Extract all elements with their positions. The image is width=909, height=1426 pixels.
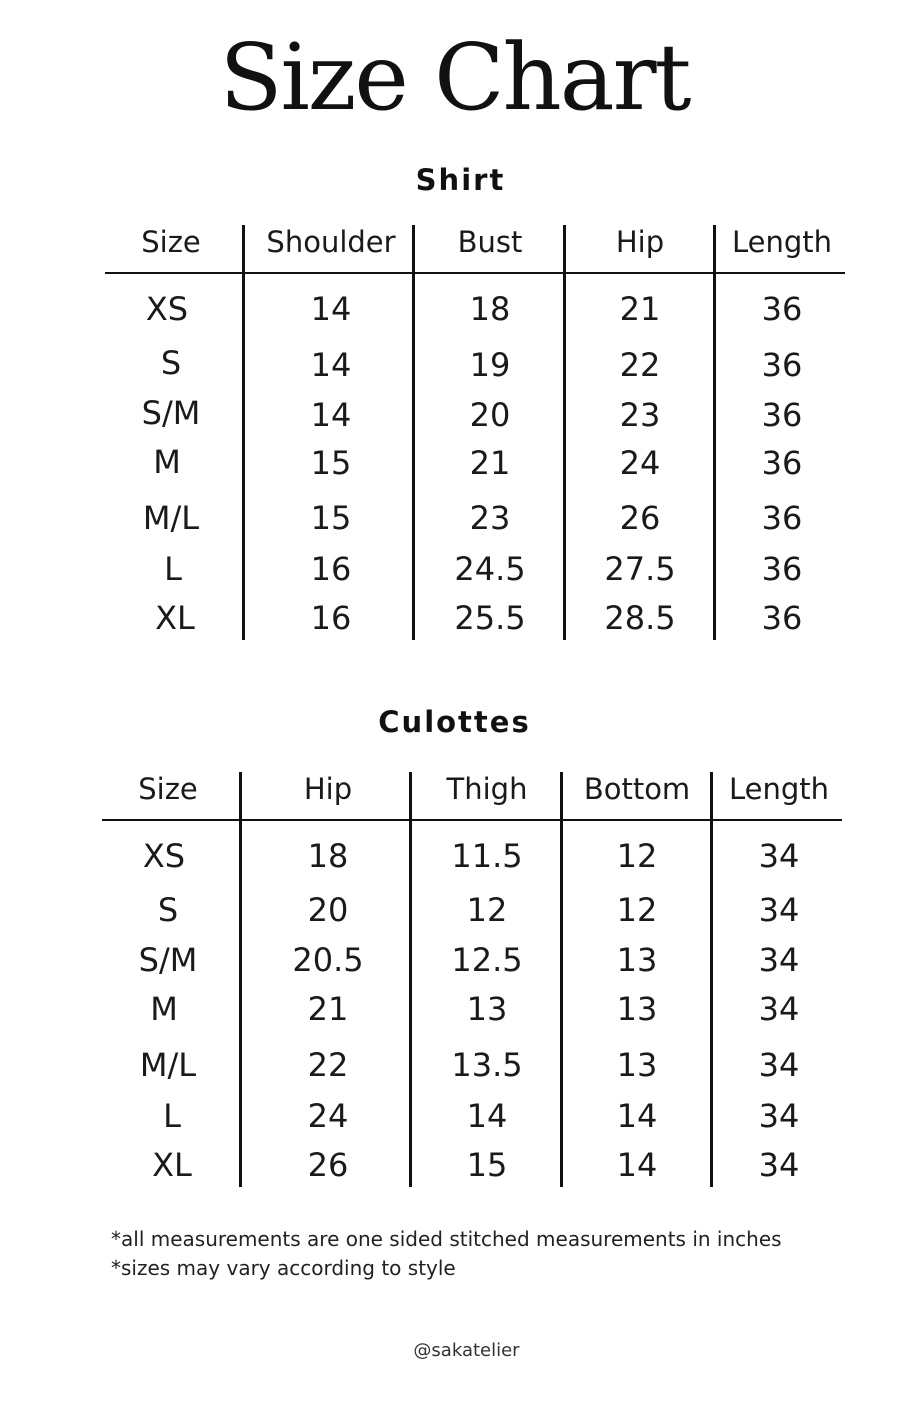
measurement-value: 36 bbox=[761, 346, 803, 384]
table-row bbox=[102, 1042, 842, 1088]
measurement-value: 28.5 bbox=[604, 599, 676, 637]
size-label: L bbox=[164, 550, 182, 588]
table-row bbox=[102, 1142, 842, 1188]
measurement-value: 14 bbox=[310, 346, 352, 384]
measurement-value: 15 bbox=[310, 444, 352, 482]
column-header: Thigh bbox=[446, 772, 528, 806]
measurement-value: 15 bbox=[310, 499, 352, 537]
column-header: Hip bbox=[303, 772, 353, 806]
column-header: Size bbox=[141, 225, 201, 259]
measurement-value: 21 bbox=[619, 290, 661, 328]
measurement-value: 22 bbox=[307, 1046, 349, 1084]
table-row bbox=[102, 937, 842, 983]
measurement-value: 12 bbox=[466, 891, 508, 929]
table-row bbox=[105, 340, 845, 386]
culottes-section-title: Culottes bbox=[378, 705, 531, 739]
measurement-value: 13 bbox=[616, 990, 658, 1028]
measurement-value: 20 bbox=[307, 891, 349, 929]
measurement-value: 26 bbox=[619, 499, 661, 537]
measurement-value: 21 bbox=[307, 990, 349, 1028]
measurement-value: 13 bbox=[616, 1046, 658, 1084]
measurement-value: 27.5 bbox=[604, 550, 676, 588]
table-row bbox=[105, 595, 845, 641]
measurement-value: 14 bbox=[616, 1097, 658, 1135]
table-row bbox=[105, 546, 845, 592]
shirt-section-title: Shirt bbox=[415, 163, 506, 197]
measurement-value: 12.5 bbox=[451, 941, 523, 979]
table-row bbox=[102, 1093, 842, 1139]
size-label: XL bbox=[152, 1146, 192, 1184]
measurement-note: *sizes may vary according to style bbox=[111, 1256, 456, 1280]
table-row bbox=[105, 390, 845, 436]
measurement-value: 34 bbox=[758, 837, 800, 875]
measurement-value: 36 bbox=[761, 550, 803, 588]
column-header: Hip bbox=[615, 225, 665, 259]
column-header: Size bbox=[138, 772, 198, 806]
size-label: XS bbox=[145, 290, 189, 328]
shirt-size-table bbox=[105, 218, 845, 637]
size-label: M/L bbox=[142, 499, 200, 537]
size-label: XS bbox=[142, 837, 186, 875]
measurement-value: 14 bbox=[310, 290, 352, 328]
table-row bbox=[102, 986, 842, 1032]
measurement-notes bbox=[111, 1225, 782, 1283]
measurement-value: 12 bbox=[616, 837, 658, 875]
table-header-row bbox=[105, 218, 845, 274]
measurement-value: 15 bbox=[466, 1146, 508, 1184]
measurement-value: 13 bbox=[466, 990, 508, 1028]
measurement-value: 23 bbox=[619, 396, 661, 434]
column-header: Length bbox=[731, 225, 833, 259]
size-label: S/M bbox=[138, 941, 198, 979]
measurement-value: 16 bbox=[310, 599, 352, 637]
table-row bbox=[102, 833, 842, 879]
measurement-value: 24 bbox=[619, 444, 661, 482]
measurement-value: 20.5 bbox=[292, 941, 364, 979]
social-handle: @sakatelier bbox=[413, 1340, 520, 1361]
measurement-value: 34 bbox=[758, 941, 800, 979]
table-row bbox=[105, 495, 845, 541]
measurement-value: 11.5 bbox=[451, 837, 523, 875]
measurement-value: 18 bbox=[307, 837, 349, 875]
measurement-value: 13 bbox=[616, 941, 658, 979]
table-header-row bbox=[102, 765, 842, 821]
measurement-value: 34 bbox=[758, 1146, 800, 1184]
table-row bbox=[105, 439, 845, 485]
table-row bbox=[105, 286, 845, 332]
size-label: M bbox=[150, 990, 178, 1028]
measurement-value: 34 bbox=[758, 990, 800, 1028]
measurement-value: 13.5 bbox=[451, 1046, 523, 1084]
culottes-size-table bbox=[102, 765, 842, 1184]
measurement-value: 19 bbox=[469, 346, 511, 384]
measurement-value: 22 bbox=[619, 346, 661, 384]
measurement-value: 18 bbox=[469, 290, 511, 328]
page-title: Size Chart bbox=[219, 24, 690, 131]
size-label: M/L bbox=[139, 1046, 197, 1084]
measurement-value: 12 bbox=[616, 891, 658, 929]
column-header: Length bbox=[728, 772, 830, 806]
size-label: L bbox=[163, 1097, 181, 1135]
measurement-value: 23 bbox=[469, 499, 511, 537]
column-header: Shoulder bbox=[266, 225, 396, 259]
measurement-note: *all measurements are one sided stitched measurements in inches bbox=[111, 1227, 782, 1251]
measurement-value: 36 bbox=[761, 444, 803, 482]
measurement-value: 36 bbox=[761, 396, 803, 434]
measurement-value: 14 bbox=[616, 1146, 658, 1184]
column-header: Bust bbox=[457, 225, 523, 259]
size-label: S bbox=[157, 891, 179, 929]
size-label: M bbox=[153, 443, 181, 481]
measurement-value: 24 bbox=[307, 1097, 349, 1135]
measurement-value: 34 bbox=[758, 1046, 800, 1084]
table-row bbox=[102, 887, 842, 933]
header-rule bbox=[105, 272, 845, 274]
measurement-value: 36 bbox=[761, 599, 803, 637]
measurement-value: 34 bbox=[758, 891, 800, 929]
measurement-value: 20 bbox=[469, 396, 511, 434]
measurement-value: 16 bbox=[310, 550, 352, 588]
header-rule bbox=[102, 819, 842, 821]
column-header: Bottom bbox=[583, 772, 691, 806]
measurement-value: 25.5 bbox=[454, 599, 526, 637]
size-label: S bbox=[160, 344, 182, 382]
measurement-value: 24.5 bbox=[454, 550, 526, 588]
measurement-value: 14 bbox=[310, 396, 352, 434]
measurement-value: 21 bbox=[469, 444, 511, 482]
measurement-value: 14 bbox=[466, 1097, 508, 1135]
measurement-value: 26 bbox=[307, 1146, 349, 1184]
measurement-value: 36 bbox=[761, 290, 803, 328]
size-label: XL bbox=[155, 599, 195, 637]
measurement-value: 36 bbox=[761, 499, 803, 537]
size-label: S/M bbox=[141, 394, 201, 432]
measurement-value: 34 bbox=[758, 1097, 800, 1135]
